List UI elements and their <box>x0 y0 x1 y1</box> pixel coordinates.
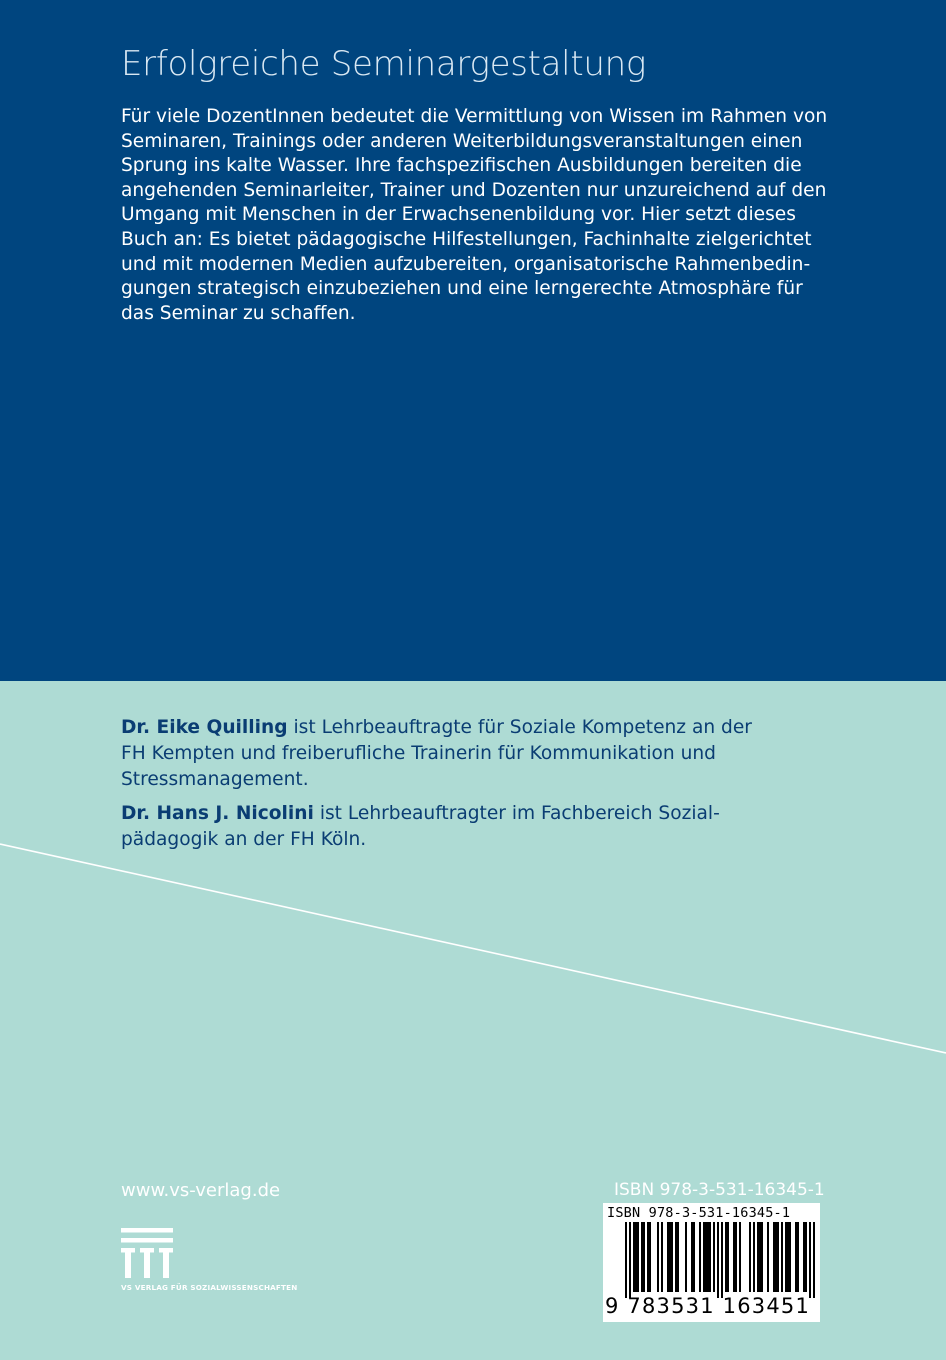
barcode-bar <box>629 1222 631 1298</box>
barcode-bar <box>691 1222 693 1292</box>
barcode-bar <box>795 1222 797 1292</box>
barcode-bar <box>735 1222 737 1292</box>
barcode-bar <box>635 1222 637 1292</box>
barcode-bar <box>809 1222 811 1298</box>
barcode-bar <box>725 1222 727 1292</box>
barcode-bar <box>649 1222 651 1292</box>
barcode-bar <box>781 1222 783 1292</box>
barcode-isbn-text: ISBN 978-3-531-16345-1 <box>607 1205 791 1221</box>
barcode-bar <box>761 1222 763 1292</box>
author-bio-text: Stressmanagement. <box>121 769 309 790</box>
barcode-bar <box>625 1222 627 1298</box>
barcode-bar <box>753 1222 755 1292</box>
barcode-bar <box>661 1222 663 1292</box>
author-bio <box>121 715 821 793</box>
barcode-bar <box>675 1222 677 1292</box>
author-name: Dr. Hans J. Nicolini <box>121 803 314 824</box>
barcode-bar <box>749 1222 751 1292</box>
barcode-bar <box>647 1222 649 1292</box>
description-line: gungen strategisch einzubeziehen und eine lerngerechte Atmosphäre für <box>121 278 803 300</box>
barcode-bar <box>805 1222 807 1292</box>
barcode-bar <box>643 1222 645 1292</box>
author-bio-text: FH Kempten und freiberufliche Trainerin für Kommunikation und <box>121 743 716 764</box>
barcode-bar <box>709 1222 711 1292</box>
description-line: Für viele DozentInnen bedeutet die Vermittlung von Wissen im Rahmen von <box>121 106 828 127</box>
barcode-bars <box>603 1222 820 1298</box>
barcode-bar <box>657 1222 659 1292</box>
barcode-bar <box>641 1222 643 1292</box>
barcode-bar <box>789 1222 791 1292</box>
barcode-bar <box>637 1222 639 1292</box>
publisher-website: www.vs-verlag.de <box>121 1180 281 1201</box>
author-bio-text: ist Lehrbeauftragter im Fachbereich Sozial- <box>313 803 720 824</box>
barcode-bar <box>759 1222 761 1292</box>
barcode-bar <box>667 1222 669 1292</box>
barcode-bar <box>797 1222 799 1292</box>
barcode-bar <box>669 1222 671 1292</box>
barcode-bar <box>633 1222 635 1292</box>
barcode-bar <box>693 1222 695 1292</box>
barcode-bar <box>777 1222 779 1292</box>
author-bio-text: pädagogik an der FH Köln. <box>121 829 367 850</box>
barcode-bar <box>703 1222 705 1292</box>
barcode-bar <box>803 1222 805 1292</box>
barcode-bar <box>671 1222 673 1292</box>
barcode-bar <box>707 1222 709 1292</box>
barcode-bar <box>785 1222 787 1292</box>
barcode-bar <box>787 1222 789 1292</box>
author-bio-text: ist Lehrbeauftragte für Soziale Kompetenz an der <box>287 717 752 738</box>
description-line: Buch an: Es bietet pädagogische Hilfestellungen, Fachinhalte zielgerichtet <box>121 228 812 250</box>
barcode-bar <box>677 1222 679 1292</box>
barcode-bar <box>721 1222 723 1298</box>
barcode-bar <box>713 1222 715 1292</box>
description-line: Sprung ins kalte Wasser. Ihre fachspezifischen Ausbildungen bereiten die <box>121 155 802 177</box>
description <box>121 105 836 326</box>
author-bio <box>121 801 821 853</box>
barcode-bar <box>727 1222 729 1292</box>
barcode-bar <box>699 1222 701 1292</box>
publisher-logo-text: VS VERLAG FÜR SOZIALWISSENSCHAFTEN <box>121 1283 298 1292</box>
barcode-bar <box>739 1222 741 1292</box>
barcode-bar <box>705 1222 707 1292</box>
barcode-bar <box>757 1222 759 1292</box>
description-line: angehenden Seminarleiter, Trainer und Dozenten nur unzureichend auf den <box>121 179 827 201</box>
description-line: Umgang mit Menschen in der Erwachsenenbildung vor. Hier setzt dieses <box>121 204 796 226</box>
author-bios <box>121 715 821 861</box>
barcode-bar <box>733 1222 735 1292</box>
book-title: Erfolgreiche Seminargestaltung <box>121 44 646 84</box>
barcode-bar <box>775 1222 777 1292</box>
barcode-bar <box>773 1222 775 1292</box>
barcode-bar <box>685 1222 687 1292</box>
description-line: und mit modernen Medien aufzubereiten, organisatorische Rahmenbedin- <box>121 253 811 275</box>
barcode-digits: 9 783531 163451 <box>605 1294 811 1318</box>
description-line: Seminaren, Trainings oder anderen Weiterbildungsveranstaltungen einen <box>121 130 803 152</box>
barcode-bar <box>813 1222 815 1298</box>
isbn-label: ISBN 978-3-531-16345-1 <box>614 1180 825 1200</box>
barcode-bar <box>717 1222 719 1298</box>
barcode-bar <box>767 1222 769 1292</box>
author-name: Dr. Eike Quilling <box>121 717 288 738</box>
description-line: das Seminar zu schaffen. <box>121 302 356 324</box>
